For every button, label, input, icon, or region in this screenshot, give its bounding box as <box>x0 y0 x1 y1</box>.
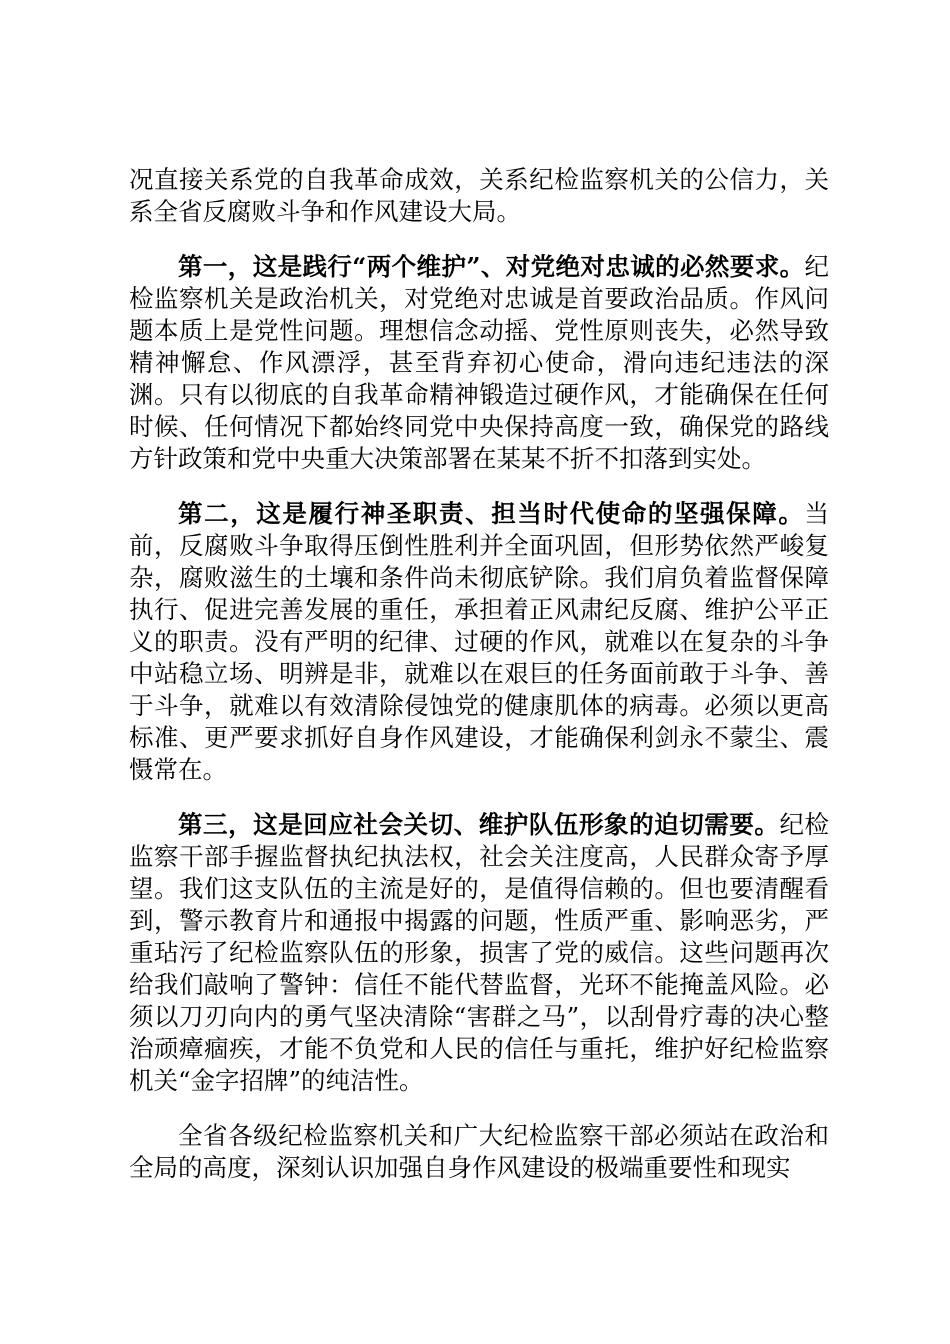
paragraph-point-one <box>129 251 829 475</box>
paragraph-text: 当前，反腐败斗争取得压倒性胜利并全面巩固，但形势依然严峻复杂，腐败滋生的土壤和条件尚未彻底铲除。我们肩负着监督保障执行、促进完善发展的重任，承担着正风肃纪反腐、维护公平正义的职责。没有严明的纪律、过硬的作风，就难以在复杂的斗争中站稳立场、明辨是非，就难以在艰巨的任务面前敢于斗争、善于斗争，就难以有效清除侵蚀党的健康肌体的病毒。必须以更高标准、更严要求抓好自身作风建设，才能确保利剑永不蒙尘、震慑常在。 <box>129 499 829 784</box>
paragraph-text: 纪检监察干部手握监督执纪执法权，社会关注度高，人民群众寄予厚望。我们这支队伍的主流是好的，是值得信赖的。但也要清醒看到，警示教育片和通报中揭露的问题，性质严重、影响恶劣，严重玷污了纪检监察队伍的形象，损害了党的威信。这些问题再次给我们敲响了警钟：信任不能代替监督，光环不能掩盖风险。必须以刀刃向内的勇气坚决清除“害群之马”，以刮骨疗毒的决心整治顽瘴痼疾，才能不负党和人民的信任与重托，维护好纪检监察机关“金字招牌”的纯洁性。 <box>129 810 829 1095</box>
paragraph-text: 纪检监察机关是政治机关，对党绝对忠诚是首要政治品质。作风问题本质上是党性问题。理想信念动摇、党性原则丧失，必然导致精神懈怠、作风漂浮，甚至背弃初心使命，滑向违纪违法的深渊。只有以彻底的自我革命精神锻造过硬作风，才能确保在任何时候、任何情况下都始终同党中央保持高度一致，确保党的路线方针政策和党中央重大决策部署在某某不折不扣落到实处。 <box>129 252 829 473</box>
paragraph-lead-heading: 第三，这是回应社会关切、维护队伍形象的迫切需要。 <box>178 810 780 839</box>
paragraph-lead-heading: 第一，这是践行“两个维护”、对党绝对忠诚的必然要求。 <box>178 252 805 281</box>
paragraph-point-three <box>129 809 829 1097</box>
paragraph-conclusion <box>129 1120 829 1184</box>
paragraph-point-two <box>129 498 829 786</box>
document-body <box>129 164 829 1207</box>
paragraph-continued <box>129 164 829 228</box>
paragraph-text: 全省各级纪检监察机关和广大纪检监察干部必须站在政治和全局的高度，深刻认识加强自身作风建设的极端重要性和现实 <box>129 1121 829 1182</box>
paragraph-lead-heading: 第二，这是履行神圣职责、担当时代使命的坚强保障。 <box>178 499 805 528</box>
paragraph-text: 况直接关系党的自我革命成效，关系纪检监察机关的公信力，关系全省反腐败斗争和作风建设大局。 <box>129 165 829 226</box>
